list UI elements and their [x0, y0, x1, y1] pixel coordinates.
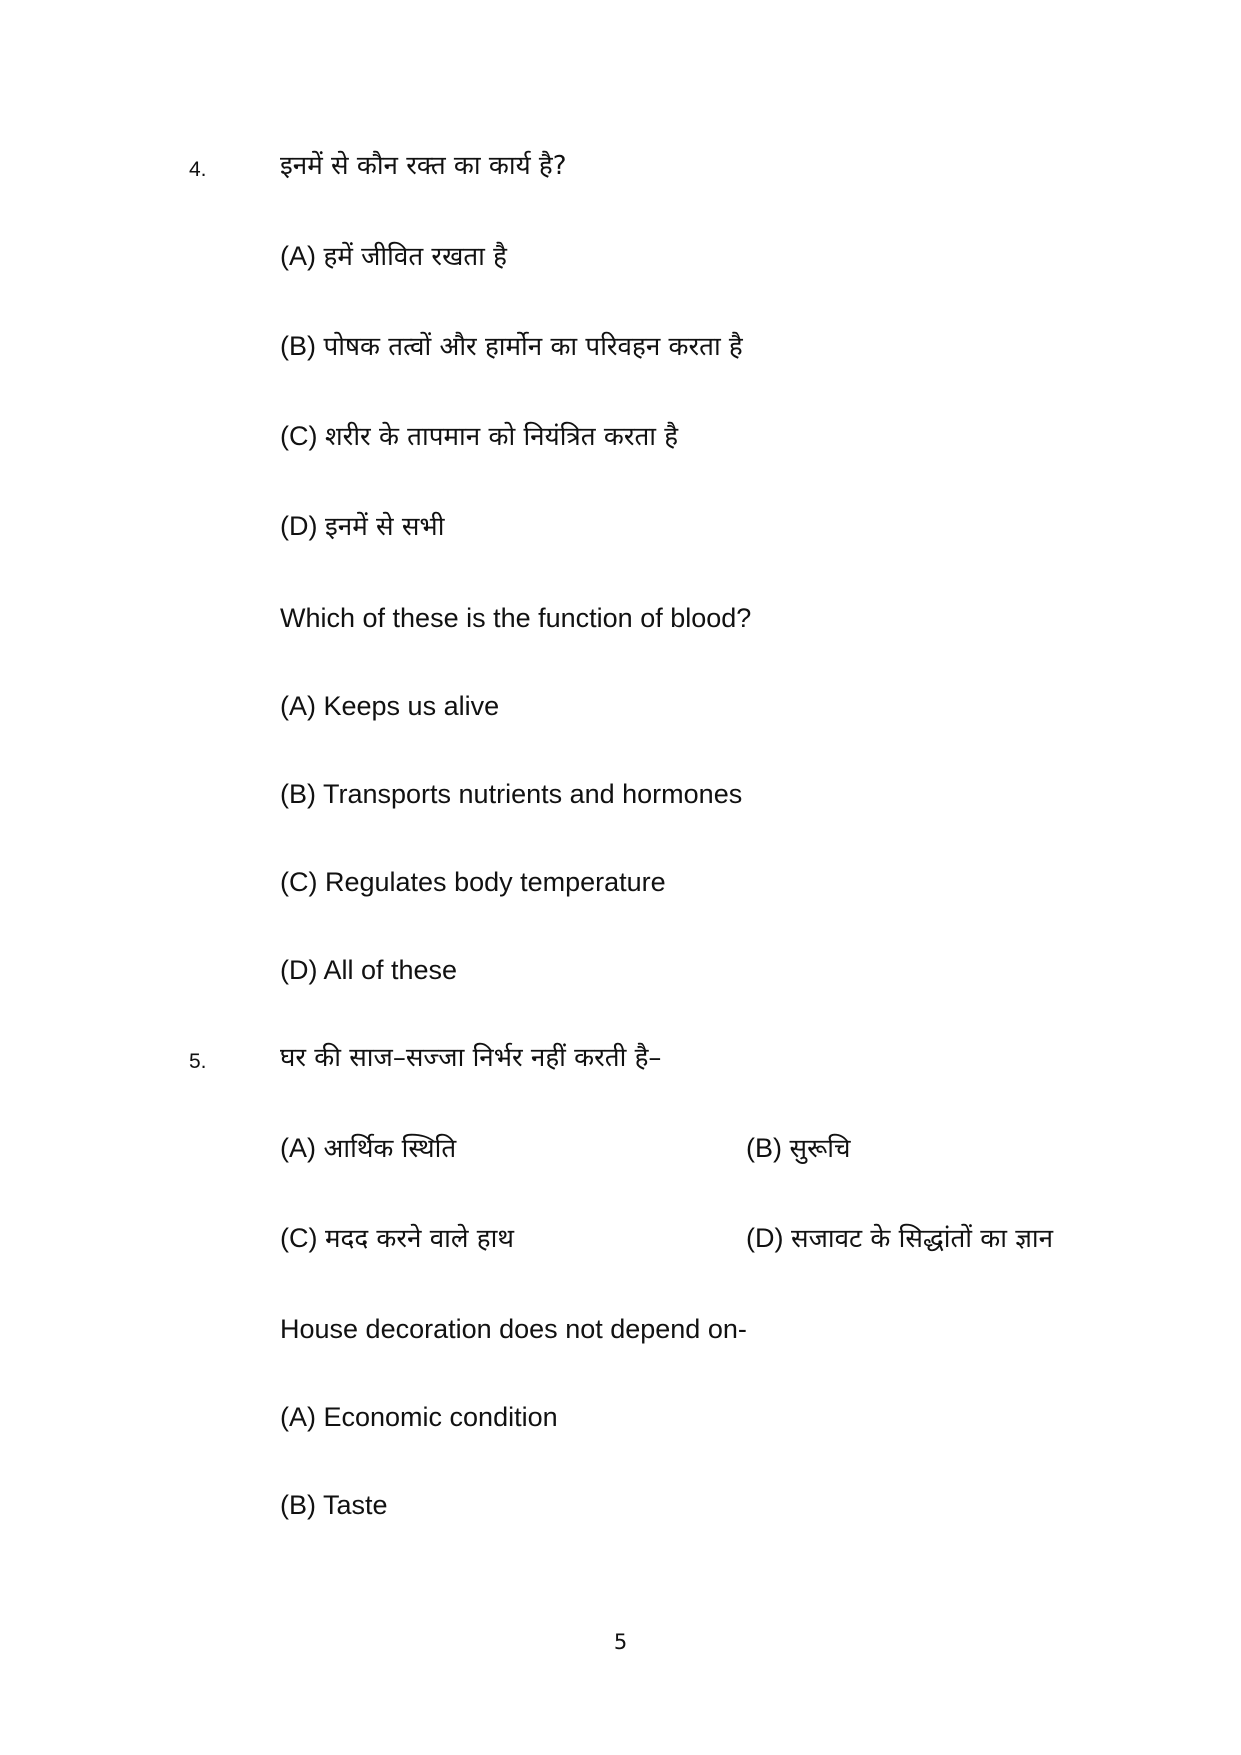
option-b-english: (B) Transports nutrients and hormones [280, 779, 743, 809]
option-c-hindi [280, 1220, 514, 1257]
page-number: 5 [613, 1630, 628, 1654]
question-text-english: House decoration does not depend on- [280, 1314, 747, 1344]
option-letter: (C) [280, 421, 318, 451]
option-text: सुरूचि [789, 1134, 851, 1164]
option-letter: (B) [746, 1133, 782, 1163]
question-text-english: Which of these is the function of blood? [280, 603, 752, 633]
option-a-hindi [280, 238, 507, 275]
option-letter: (A) [280, 1133, 316, 1163]
option-d-hindi [746, 1220, 1053, 1257]
option-d-english: (D) All of these [280, 955, 458, 985]
option-letter: (D) [746, 1223, 784, 1253]
option-text: इनमें से सभी [325, 512, 445, 542]
option-text: सजावट के सिद्धांतों का ज्ञान [791, 1224, 1054, 1254]
option-a-hindi [280, 1130, 456, 1167]
option-b-hindi [746, 1130, 851, 1167]
option-text: पोषक तत्वों और हार्मोन का परिवहन करता है [323, 332, 743, 362]
option-text: हमें जीवित रखता है [323, 242, 507, 272]
option-a-english: (A) Economic condition [280, 1402, 558, 1432]
option-b-english: (B) Taste [280, 1490, 388, 1520]
option-letter: (D) [280, 511, 318, 541]
option-c-english: (C) Regulates body temperature [280, 867, 666, 897]
option-text: आर्थिक स्थिति [323, 1134, 457, 1164]
question-number: 4. [189, 158, 207, 181]
option-text: शरीर के तापमान को नियंत्रित करता है [325, 422, 679, 452]
question-text-hindi: घर की साज–सज्जा निर्भर नहीं करती है– [280, 1043, 662, 1073]
option-a-english: (A) Keeps us alive [280, 691, 500, 721]
option-c-hindi [280, 418, 678, 455]
option-b-hindi [280, 328, 743, 365]
question-text-hindi: इनमें से कौन रक्त का कार्य है? [280, 151, 567, 181]
option-letter: (A) [280, 241, 316, 271]
option-text: मदद करने वाले हाथ [325, 1224, 514, 1254]
option-d-hindi [280, 508, 444, 545]
question-number: 5. [189, 1050, 207, 1073]
option-letter: (C) [280, 1223, 318, 1253]
option-letter: (B) [280, 331, 316, 361]
